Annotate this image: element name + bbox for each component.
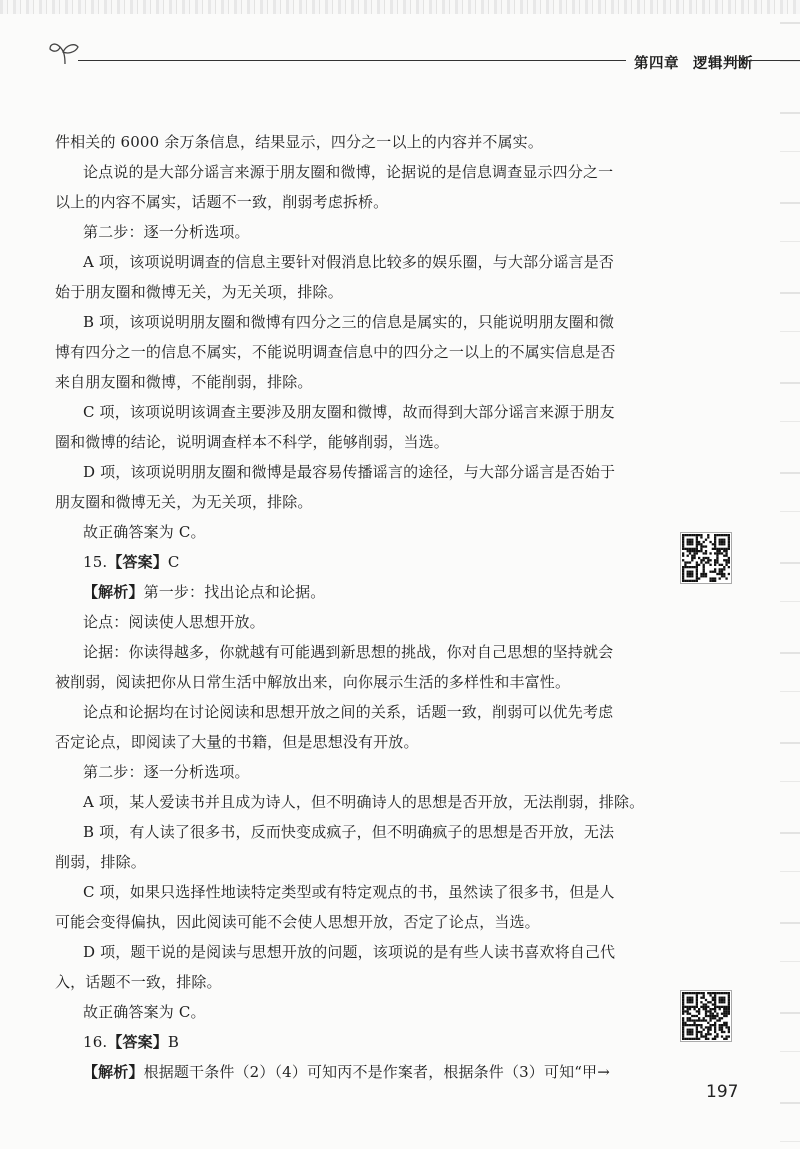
text-line: B 项，有人读了很多书，反而快变成疯子，但不明确疯子的思想是否开放，无法 xyxy=(83,823,615,841)
text-line: 故正确答案为 C。 xyxy=(83,1003,206,1021)
label-bold: 【解析】 xyxy=(83,1063,144,1081)
page-number: 197 xyxy=(706,1082,739,1102)
text-line: 入，话题不一致，排除。 xyxy=(55,973,222,991)
text-line: 论点：阅读使人思想开放。 xyxy=(83,613,265,631)
label-bold: 【答案】 xyxy=(107,553,168,571)
text-line: 始于朋友圈和微博无关，为无关项，排除。 xyxy=(55,283,343,301)
text-line: 第二步：逐一分析选项。 xyxy=(83,763,250,781)
chapter-label: 第四章 xyxy=(634,56,679,72)
text-line: 博有四分之一的信息不属实，不能说明调查信息中的四分之一以上的不属实信息是否 xyxy=(55,343,616,361)
text-line: 16.【答案】B xyxy=(83,1033,180,1051)
sprout-icon xyxy=(48,38,82,68)
text-line: 第二步：逐一分析选项。 xyxy=(83,223,250,241)
chapter-title xyxy=(634,52,753,73)
qr-code xyxy=(680,532,732,584)
text-line: 圈和微博的结论，说明调查样本不科学，能够削弱，当选。 xyxy=(55,433,449,451)
text-line: 削弱，排除。 xyxy=(55,853,146,871)
text-line: 朋友圈和微博无关，为无关项，排除。 xyxy=(55,493,313,511)
scan-noise-top xyxy=(0,0,800,14)
text-line: 论据：你读得越多，你就越有可能遇到新思想的挑战，你对自己思想的坚持就会 xyxy=(83,643,614,661)
text-line: 被削弱，阅读把你从日常生活中解放出来，向你展示生活的多样性和丰富性。 xyxy=(55,673,571,691)
label-bold: 【答案】 xyxy=(107,1033,168,1051)
text-line: C 项，如果只选择性地读特定类型或有特定观点的书，虽然读了很多书，但是人 xyxy=(83,883,615,901)
text-line: A 项，某人爱读书并且成为诗人，但不明确诗人的思想是否开放，无法削弱，排除。 xyxy=(83,793,645,811)
text-line: 来自朋友圈和微博，不能削弱，排除。 xyxy=(55,373,313,391)
text-line: B 项，该项说明朋友圈和微博有四分之三的信息是属实的，只能说明朋友圈和微 xyxy=(83,313,615,331)
text-line: 否定论点，即阅读了大量的书籍，但是思想没有开放。 xyxy=(55,733,419,751)
text-line: 论点和论据均在讨论阅读和思想开放之间的关系，话题一致，削弱可以优先考虑 xyxy=(83,703,614,721)
text-line: 论点说的是大部分谣言来源于朋友圈和微博，论据说的是信息调查显示四分之一 xyxy=(83,163,614,181)
text-line: 以上的内容不属实，话题不一致，削弱考虑拆桥。 xyxy=(55,193,389,211)
header-rule-right xyxy=(731,60,800,61)
text-line: D 项，题干说的是阅读与思想开放的问题，该项说的是有些人读书喜欢将自己代 xyxy=(83,943,616,961)
page-body xyxy=(55,127,650,1087)
header-rule-left xyxy=(78,60,626,61)
scan-noise-right xyxy=(780,0,800,1149)
text-line: C 项，该项说明该调查主要涉及朋友圈和微博，故而得到大部分谣言来源于朋友 xyxy=(83,403,615,421)
label-bold: 【解析】 xyxy=(83,583,144,601)
qr-code xyxy=(680,990,732,1042)
text-line: A 项，该项说明调查的信息主要针对假消息比较多的娱乐圈，与大部分谣言是否 xyxy=(83,253,615,271)
text-line: 可能会变得偏执，因此阅读可能不会使人思想开放，否定了论点，当选。 xyxy=(55,913,540,931)
section-label: 逻辑判断 xyxy=(693,56,753,72)
text-line: 【解析】第一步：找出论点和论据。 xyxy=(83,583,326,601)
text-line: 故正确答案为 C。 xyxy=(83,523,206,541)
text-line: 【解析】根据题干条件（2）（4）可知丙不是作案者，根据条件（3）可知“甲→ xyxy=(83,1063,610,1081)
text-line: 15.【答案】C xyxy=(83,553,180,571)
text-line: 件相关的 6000 余万条信息，结果显示，四分之一以上的内容并不属实。 xyxy=(55,133,543,151)
page-header xyxy=(40,36,800,76)
text-line: D 项，该项说明朋友圈和微博是最容易传播谣言的途径，与大部分谣言是否始于 xyxy=(83,463,616,481)
